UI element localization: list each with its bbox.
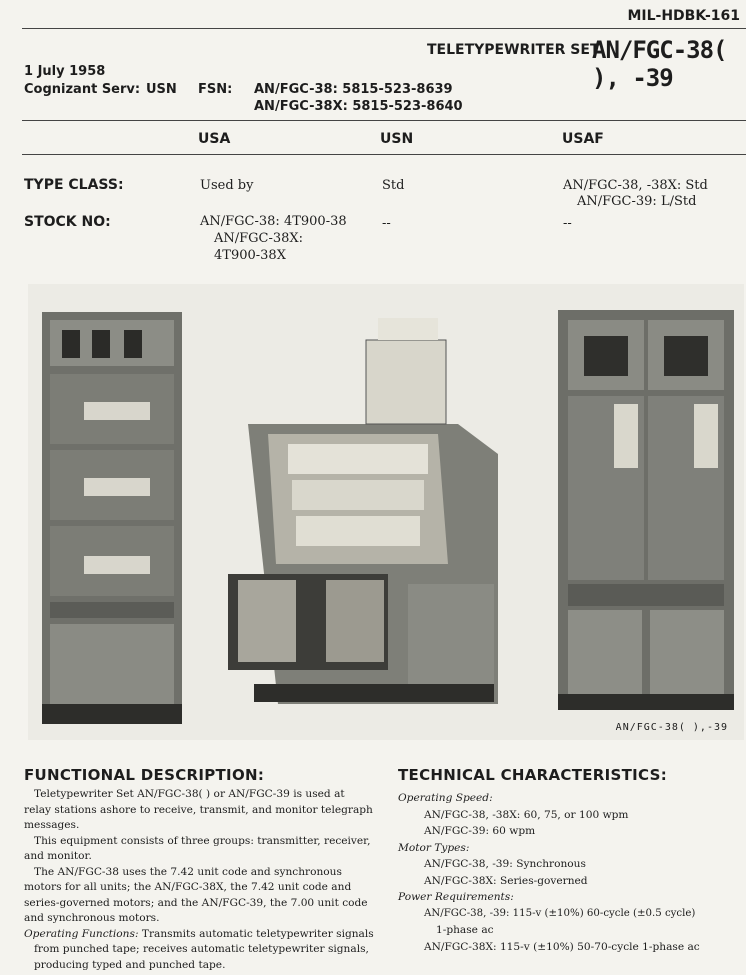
stock-no-usn: -- bbox=[382, 216, 391, 231]
document-id: MIL-HDBK-161 bbox=[627, 8, 740, 24]
column-usaf: USAF bbox=[562, 131, 604, 147]
operating-functions-label: Operating Functions: bbox=[24, 927, 139, 940]
type-class-label: TYPE CLASS: bbox=[24, 177, 124, 193]
issue-date: 1 July 1958 bbox=[24, 64, 106, 79]
monitor-console bbox=[228, 318, 498, 704]
stock-no-usa-3: 4T900-38X bbox=[214, 248, 286, 263]
operating-functions-text: Transmits automatic teletypewriter signals from punched tape; receives automatic teletypewriter signals, producing typed and punched tape. bbox=[34, 927, 374, 971]
equipment-title-label: TELETYPEWRITER SET bbox=[427, 42, 600, 58]
header-rule bbox=[22, 28, 746, 29]
column-usa: USA bbox=[198, 131, 231, 147]
header-rule-2 bbox=[22, 120, 746, 121]
technical-characteristics-heading: TECHNICAL CHARACTERISTICS: bbox=[398, 766, 668, 784]
equipment-illustration bbox=[28, 284, 744, 740]
functional-paragraph-1: Teletypewriter Set AN/FGC-38( ) or AN/FGC-39 is used at relay stations ashore to receive, transmit, and monitor telegraph messages. bbox=[24, 788, 373, 831]
type-class-usn: Std bbox=[382, 178, 405, 193]
cognizant-value: USN bbox=[146, 82, 177, 97]
motor-types-label: Motor Types: bbox=[398, 841, 470, 854]
power-requirements-1: AN/FGC-38, -39: 115-v (±10%) 60-cycle (±0.5 cycle) bbox=[424, 907, 696, 919]
equipment-designation: AN/FGC-38( ), -39 bbox=[592, 36, 727, 92]
photo-caption: AN/FGC-38( ),-39 bbox=[615, 722, 728, 733]
functional-paragraph-2: This equipment consists of three groups: transmitter, receiver, and monitor. bbox=[24, 834, 371, 862]
type-class-usaf-2: AN/FGC-39: L/Std bbox=[577, 194, 697, 209]
power-requirements-2: AN/FGC-38X: 115-v (±10%) 50-70-cycle 1-phase ac bbox=[424, 940, 700, 953]
equipment-photograph bbox=[28, 284, 744, 740]
cognizant-label: Cognizant Serv: bbox=[24, 82, 141, 97]
motor-types-1: AN/FGC-38, -39: Synchronous bbox=[424, 858, 586, 870]
power-requirements-1b: 1-phase ac bbox=[436, 924, 494, 936]
technical-characteristics-section bbox=[398, 766, 744, 955]
operating-speed-label: Operating Speed: bbox=[398, 792, 493, 804]
stock-no-usa-2: AN/FGC-38X: bbox=[214, 231, 304, 246]
functional-paragraph-3: The AN/FGC-38 uses the 7.42 unit code and synchronous motors for all units; the AN/FGC-38X, the 7.42 unit code and series-governed motors; and the AN/FGC-39, the 7.00 unit code and synchronous motors. bbox=[24, 865, 368, 924]
receiver-cabinet bbox=[558, 310, 734, 710]
type-class-usa: Used by bbox=[200, 178, 254, 193]
fsn-number-1: AN/FGC-38: 5815-523-8639 bbox=[254, 82, 453, 97]
column-rule bbox=[22, 154, 746, 155]
operating-speed-1: AN/FGC-38, -38X: 60, 75, or 100 wpm bbox=[424, 808, 629, 821]
motor-types-2: AN/FGC-38X: Series-governed bbox=[424, 874, 588, 887]
functional-paragraph-4 bbox=[24, 927, 374, 974]
transmitter-cabinet bbox=[42, 312, 182, 724]
functional-description-section bbox=[24, 766, 374, 973]
type-class-usaf-1: AN/FGC-38, -38X: Std bbox=[563, 178, 708, 193]
functional-description-heading: FUNCTIONAL DESCRIPTION: bbox=[24, 766, 265, 784]
fsn-label: FSN: bbox=[198, 82, 233, 97]
stock-no-usaf: -- bbox=[563, 216, 572, 231]
power-requirements-label: Power Requirements: bbox=[398, 891, 514, 903]
column-usn: USN bbox=[380, 131, 414, 147]
operating-speed-2: AN/FGC-39: 60 wpm bbox=[424, 825, 536, 837]
stock-no-usa-1: AN/FGC-38: 4T900-38 bbox=[200, 214, 347, 229]
fsn-number-2: AN/FGC-38X: 5815-523-8640 bbox=[254, 99, 463, 114]
stock-no-label: STOCK NO: bbox=[24, 214, 111, 230]
